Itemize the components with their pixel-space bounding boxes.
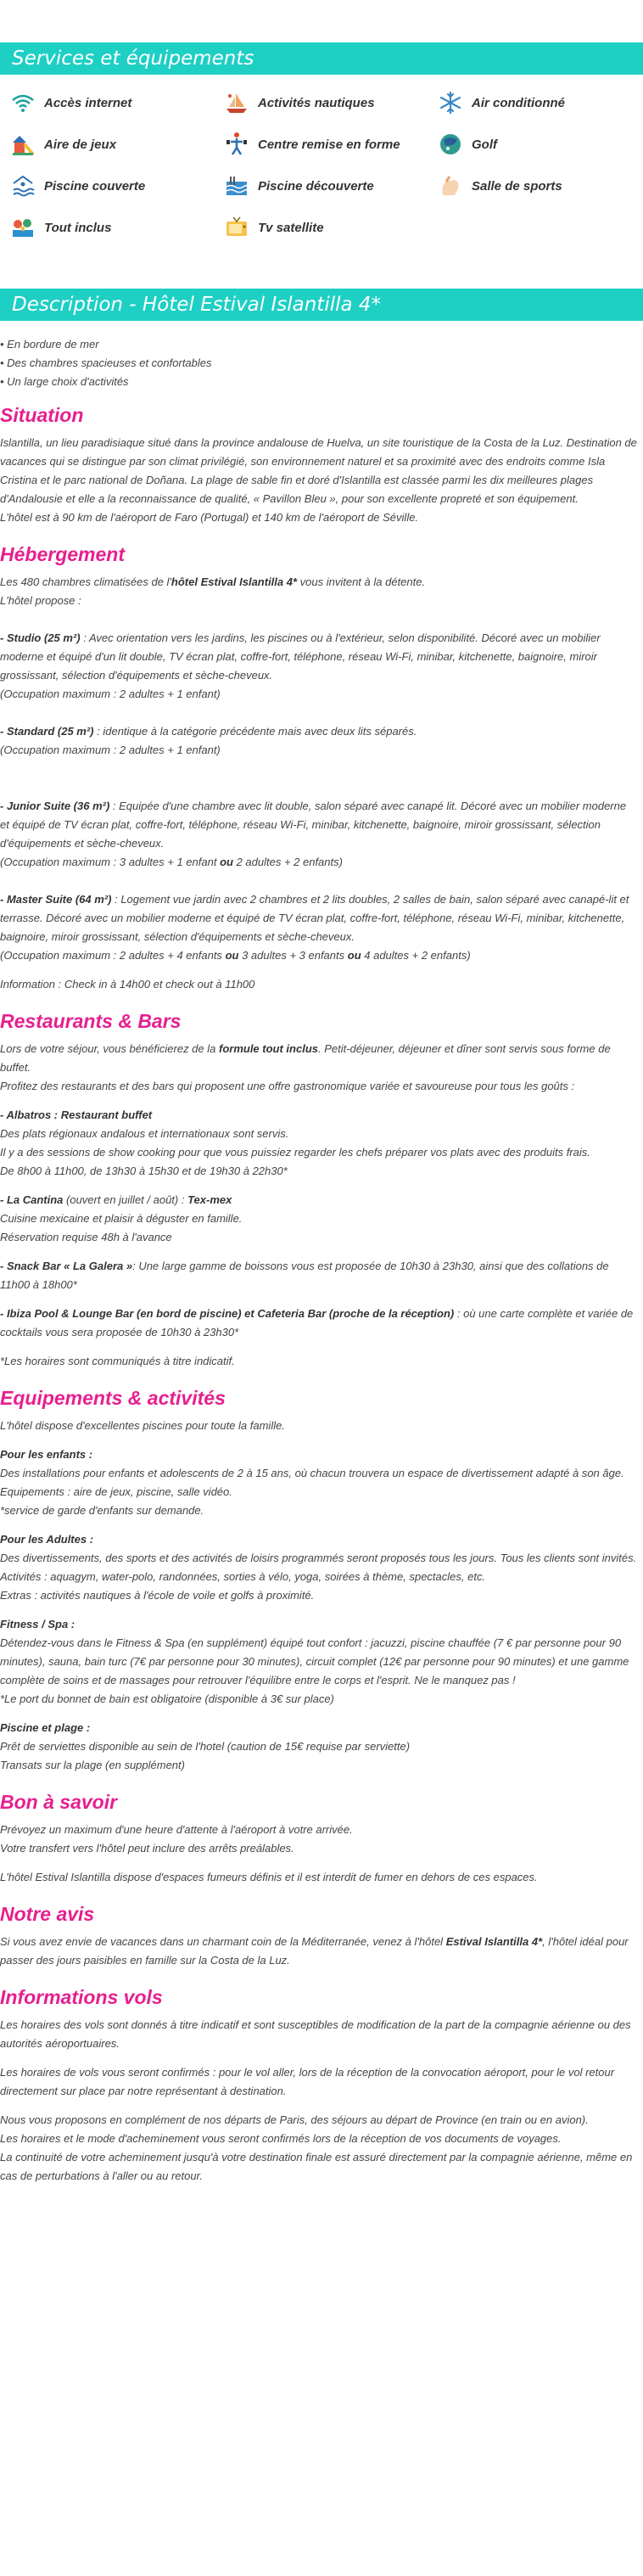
restaurant-cantina: - La Cantina (ouvert en juillet / août) : Tex-mex [0, 1193, 232, 1206]
boat-icon [222, 88, 251, 117]
vols-heading: Informations vols [0, 1986, 163, 2008]
hours-note: *Les horaires sont communiqués à titre indicatif. [0, 1355, 235, 1367]
services-title: Services et équipements [12, 48, 254, 70]
description-title: Description - Hôtel Estival Islantilla 4* [12, 294, 382, 316]
vols-text: La continuité de votre acheminement jusqu'à votre destination finale est assuré directement par la compagnie aérienne, même en cas de perturbations à l'aller ou au retour. [0, 2151, 633, 2182]
adults-line: Extras : activités nautiques à l'école de voile et golfs à proximité. [0, 1589, 315, 1602]
restaurants-intro2: Profitez des restaurants et des bars qui proposent une offre gastronomique variée et savoureuse pour tous les goûts : [0, 1080, 575, 1092]
service-item [436, 88, 565, 117]
bar-ibiza: - Ibiza Pool & Lounge Bar (en bord de piscine) et Cafeteria Bar (proche de la réception) : où une carte complète et variée de cocktails vous sera proposée de 10h30 à 23h30* [0, 1307, 634, 1339]
fitness-icon [222, 130, 251, 159]
equipements-heading: Equipements & activités [0, 1387, 226, 1409]
checkin-info: Information : Check in à 14h00 et check out à 11h00 [0, 978, 255, 991]
situation-distance: L'hôtel est à 90 km de l'aéroport de Faro (Portugal) et 140 km de l'aéroport de Séville. [0, 511, 419, 524]
bon-line: Prévoyez un maximum d'une heure d'attente à l'aéroport à votre arrivée. [0, 1823, 353, 1836]
kids-line: Equipements : aire de jeux, piscine, salle vidéo. [0, 1485, 232, 1498]
bar-galera: - Snack Bar « La Galera »: Une large gamme de boissons vous est proposée de 10h30 à 23h30, ainsi que des collations de 11h00 à 18h00* [0, 1260, 609, 1291]
room-studio-occupancy: (Occupation maximum : 2 adultes + 1 enfant) [0, 687, 221, 700]
description-section [0, 289, 643, 321]
service-item [436, 171, 562, 200]
fitness-line: Détendez-vous dans le Fitness & Spa (en supplément) équipé tout confort : jacuzzi, piscine chauffée (7 € par personne pour 90 minutes), sauna, bain turc (7€ par personne pour 30 minutes), circuit complet (12€ par personne pour 90 minutes) et une gamme complète de soins et de massages pour retrouver l'équilibre entre le corps et l'esprit. Ne le manquez pas ! [0, 1636, 629, 1686]
service-item [222, 171, 374, 200]
services-section [0, 42, 643, 75]
snowflake-icon [436, 88, 465, 117]
adults-line: Activités : aquagym, water-polo, randonnées, sorties à vélo, yoga, soirées à thème, spectacles, etc. [0, 1570, 486, 1583]
playground-icon [8, 130, 37, 159]
vols-text: Les horaires des vols sont donnés à titre indicatif et sont susceptibles de modification de la part de la compagnie aérienne ou des autorités aéroportuaires. [0, 2018, 631, 2050]
bon-heading: Bon à savoir [0, 1791, 118, 1813]
service-item [8, 130, 116, 159]
situation-text: Islantilla, un lieu paradisiaque situé dans la province andalouse de Huelva, un site touristique de la Costa de la Luz. Destination de vacances qui se distingue par son climat privilégié, son environnement naturel et sa proximité avec des endroits comme Isla Cristina et le parc national de Doñana. La plage de sable fin et doré d'Islantilla est classée parmi les dix meilleures plages d'Andalousie et elle a la reconnaissance de qualité, « Pavillon Bleu », pour son excellente propreté et son équipement. [0, 436, 637, 505]
kids-heading: Pour les enfants : [0, 1448, 93, 1461]
avis-text: Si vous avez envie de vacances dans un charmant coin de la Méditerranée, venez à l'hôtel Estival Islantilla 4*, l'hôtel idéal pour passer des jours paisibles en famille sur la Costa de la Luz. [0, 1935, 629, 1967]
adults-heading: Pour les Adultes : [0, 1533, 94, 1546]
room-studio: - Studio (25 m²) : Avec orientation vers les jardins, les piscines ou à l'extérieur, selon disponibilité. Décoré avec un mobilier moderne et équipé d'un lit double, TV écran plat, coffre-fort, téléphone, réseau Wi-Fi, minibar, kitchenette, baignoire, miroir grossissant, sélection d'équipements et sèche-cheveux. [0, 631, 601, 682]
room-junior: - Junior Suite (36 m²) : Equipée d'une chambre avec lit double, salon séparé avec canapé lit. Décoré avec un mobilier moderne et équipé de TV écran plat, coffre-fort, téléphone, réseau Wi-Fi, minibar, kitchenette, baignoire, miroir grossissant, sélection d'équipements et sèche-cheveux. [0, 800, 627, 850]
service-label: Air conditionné [472, 95, 565, 110]
restaurant-albatros-hours: De 8h00 à 11h00, de 13h30 à 15h30 et de 19h30 à 22h30* [0, 1165, 288, 1177]
room-standard-occupancy: (Occupation maximum : 2 adultes + 1 enfant) [0, 744, 221, 756]
highlight-bullet: • En bordure de mer [0, 338, 99, 351]
service-label: Tout inclus [44, 220, 112, 235]
service-item [8, 171, 145, 200]
equipements-intro: L'hôtel dispose d'excellentes piscines pour toute la famille. [0, 1419, 285, 1432]
restaurant-cantina-line: Réservation requise 48h à l'avance [0, 1231, 172, 1243]
service-label: Golf [472, 137, 497, 152]
room-master: - Master Suite (64 m²) : Logement vue jardin avec 2 chambres et 2 lits doubles, 2 salles de bain, salon séparé avec canapé-lit et terrasse. Décoré avec un mobilier moderne et équipé de TV écran plat, coffre-fort, téléphone, réseau Wi-Fi, minibar, kitchenette, baignoire, miroir grossissant, sélection d'équipements et sèche-cheveux. [0, 893, 629, 943]
room-junior-occupancy: (Occupation maximum : 3 adultes + 1 enfant ou 2 adultes + 2 enfants) [0, 856, 343, 868]
service-label: Centre remise en forme [258, 137, 400, 152]
indoor-pool-icon [8, 171, 37, 200]
tv-icon [222, 213, 251, 242]
fitness-line: *Le port du bonnet de bain est obligatoire (disponible à 3€ sur place) [0, 1692, 334, 1705]
pool-beach-heading: Piscine et plage : [0, 1721, 91, 1734]
hebergement-heading: Hébergement [0, 543, 125, 565]
description-body [0, 335, 638, 2186]
wifi-icon [8, 88, 37, 117]
service-item [8, 213, 111, 242]
fitness-heading: Fitness / Spa : [0, 1618, 75, 1630]
service-item [8, 88, 131, 117]
room-master-occupancy: (Occupation maximum : 2 adultes + 4 enfants ou 3 adultes + 3 enfants ou 4 adultes + 2 enfants) [0, 949, 471, 962]
restaurant-albatros-line: Il y a des sessions de show cooking pour que vous puissiez regarder les chefs préparer vos plats avec des produits frais. [0, 1146, 590, 1159]
highlight-bullet: • Des chambres spacieuses et confortables [0, 356, 212, 369]
vols-text: Nous vous proposons en complément de nos départs de Paris, des séjours au départ de Province (en train ou en avion). [0, 2113, 589, 2126]
service-label: Aire de jeux [44, 137, 117, 152]
service-item [436, 130, 497, 159]
all-inclusive-icon [8, 213, 37, 242]
service-label: Piscine découverte [258, 178, 374, 194]
pool-beach-line: Prêt de serviettes disponible au sein de l'hotel (caution de 15€ requise par serviette) [0, 1740, 411, 1753]
avis-heading: Notre avis [0, 1903, 95, 1925]
golf-icon [436, 130, 465, 159]
restaurants-intro: Lors de votre séjour, vous bénéficierez de la formule tout inclus. Petit-déjeuner, déjeuner et dîner sont servis sous forme de buffet. [0, 1042, 611, 1074]
restaurants-heading: Restaurants & Bars [0, 1010, 182, 1032]
kids-line: Des installations pour enfants et adolescents de 2 à 15 ans, où chacun trouvera un espace de divertissement adapté à son âge. [0, 1467, 624, 1479]
service-label: Accès internet [44, 95, 132, 110]
bon-line: L'hôtel Estival Islantilla dispose d'espaces fumeurs définis et il est interdit de fumer en dehors de ces espaces. [0, 1871, 538, 1883]
gym-icon [436, 171, 465, 200]
service-label: Piscine couverte [44, 178, 146, 194]
service-item [222, 213, 324, 242]
situation-heading: Situation [0, 404, 84, 426]
service-label: Activités nautiques [258, 95, 375, 110]
restaurant-albatros: - Albatros : Restaurant buffet [0, 1108, 153, 1121]
hebergement-intro: Les 480 chambres climatisées de l'hôtel Estival Islantilla 4* vous invitent à la détente. [0, 575, 426, 588]
outdoor-pool-icon [222, 171, 251, 200]
hebergement-intro2: L'hôtel propose : [0, 594, 81, 607]
kids-line: *service de garde d'enfants sur demande. [0, 1504, 204, 1517]
restaurant-cantina-line: Cuisine mexicaine et plaisir à déguster en famille. [0, 1212, 243, 1225]
services-header [0, 42, 643, 75]
description-header [0, 289, 643, 321]
service-label: Tv satellite [258, 220, 324, 235]
pool-beach-line: Transats sur la plage (en supplément) [0, 1759, 185, 1771]
highlight-bullet: • Un large choix d'activités [0, 375, 129, 388]
service-item [222, 130, 400, 159]
room-standard: - Standard (25 m²) : identique à la catégorie précédente mais avec deux lits séparés. [0, 725, 417, 738]
restaurant-albatros-line: Des plats régionaux andalous et internationaux sont servis. [0, 1127, 289, 1140]
vols-text: Les horaires de vols vous seront confirmés : pour le vol aller, lors de la réception de la convocation aéroport, pour le vol retour directement sur place par notre représentant à destination. [0, 2066, 615, 2097]
vols-text: Les horaires et le mode d'acheminement vous seront confirmés lors de la réception de vos documents de voyages. [0, 2132, 562, 2145]
adults-line: Des divertissements, des sports et des activités de loisirs programmés seront proposés tous les jours. Tous les clients sont invités. [0, 1552, 637, 1564]
bon-line: Votre transfert vers l'hôtel peut inclure des arrêts preálables. [0, 1842, 294, 1855]
service-label: Salle de sports [472, 178, 562, 194]
service-item [222, 88, 375, 117]
